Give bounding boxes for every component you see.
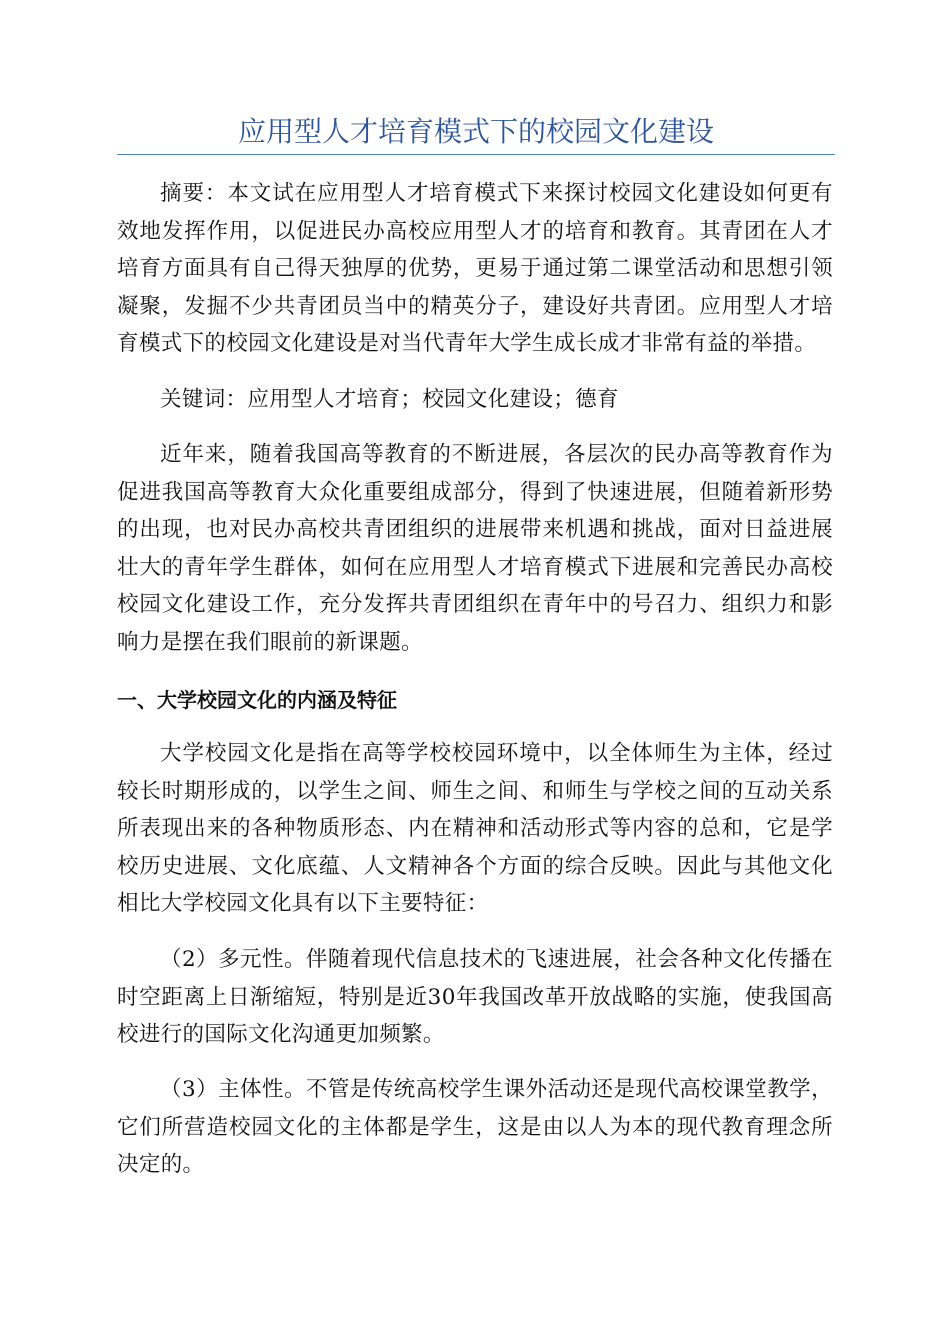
document-title: 应用型人才培育模式下的校园文化建设	[237, 115, 714, 148]
title-underline	[117, 154, 835, 155]
feature-point-3: （3）主体性。不管是传统高校学生课外活动还是现代高校课堂教学，它们所营造校园文化的主体都是学生，这是由以人为本的现代教育理念所决定的。	[117, 1077, 833, 1178]
abstract-paragraph: 摘要：本文试在应用型人才培育模式下来探讨校园文化建设如何更有效地发挥作用，以促进民办高校应用型人才的培育和教育。其青团在人才培育方面具有自己得天独厚的优势，更易于通过第二课堂活动和思想引领凝聚，发掘不少共青团员当中的精英分子，建设好共青团。应用型人才培育模式下的校园文化建设是对当代青年大学生成长成才非常有益的举措。	[117, 181, 833, 357]
section-paragraph: 大学校园文化是指在高等学校校园环境中，以全体师生为主体，经过较长时期形成的，以学生之间、师生之间、和师生与学校之间的互动关系所表现出来的各种物质形态、内在精神和活动形式等内容的总和，它是学校历史进展、文化底蕴、人文精神各个方面的综合反映。因此与其他文化相比大学校园文化具有以下主要特征：	[117, 741, 833, 917]
section-heading: 一、大学校园文化的内涵及特征	[117, 688, 397, 712]
keywords-paragraph: 关键词：应用型人才培育；校园文化建设；德育	[160, 387, 619, 412]
intro-paragraph: 近年来，随着我国高等教育的不断进展，各层次的民办高等教育作为促进我国高等教育大众化重要组成部分，得到了快速进展，但随着新形势的出现，也对民办高校共青团组织的进展带来机遇和挑战，面对日益进展壮大的青年学生群体，如何在应用型人才培育模式下进展和完善民办高校校园文化建设工作，充分发挥共青团组织在青年中的号召力、组织力和影响力是摆在我们眼前的新课题。	[117, 442, 833, 655]
feature-point-2: （2）多元性。伴随着现代信息技术的飞速进展，社会各种文化传播在时空距离上日渐缩短，特别是近30年我国改革开放战略的实施，使我国高校进行的国际文化沟通更加频繁。	[117, 947, 833, 1048]
